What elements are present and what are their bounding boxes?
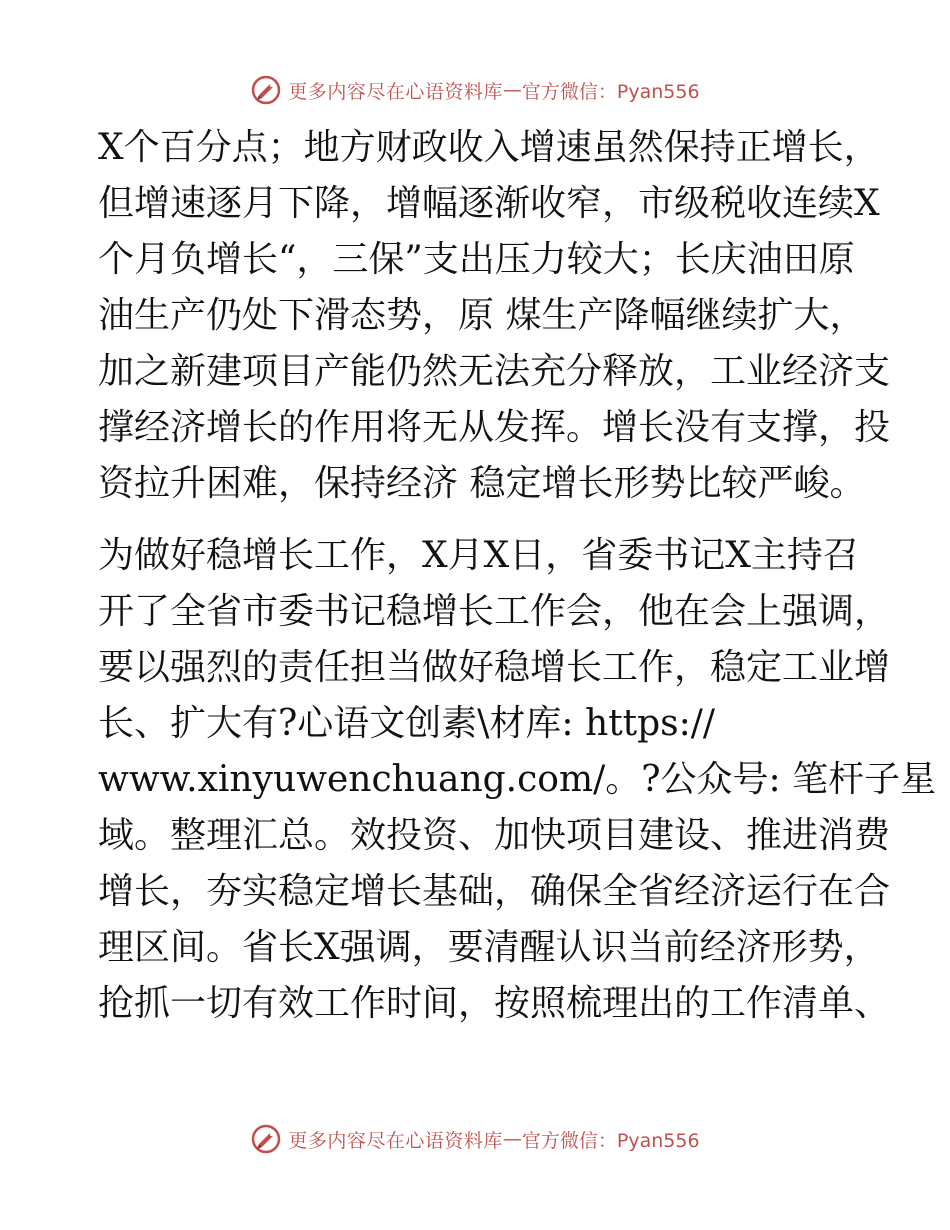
text-line: 加之新建项目产能仍然无法充分释放，工业经济支 xyxy=(98,351,891,392)
text-line: X个百分点；地方财政收入增速虽然保持正增长， xyxy=(98,127,880,168)
text-line: 长、扩大有?心语文创素\材库: https:// xyxy=(98,703,716,744)
text-line: 增长，夯实稳定增长基础，确保全省经济运行在合 xyxy=(98,871,891,912)
document-body xyxy=(98,120,937,1032)
header-banner-contact: 官方微信：Pyan556 xyxy=(521,80,700,103)
paragraph-2 xyxy=(98,528,937,1032)
footer-banner-dash: — xyxy=(502,1128,522,1150)
footer-banner-text: 更多内容尽在心语资料库 xyxy=(288,1129,503,1152)
brand-logo-icon xyxy=(250,1123,282,1155)
header-banner-dash: — xyxy=(502,79,522,101)
text-line: 要以强烈的责任担当做好稳增长工作，稳定工业增 xyxy=(98,647,891,688)
text-line: 但增速逐月下降，增幅逐渐收窄，市级税收连续X xyxy=(98,183,880,224)
text-line: 个月负增长“，三保”支出压力较大；长庆油田原 xyxy=(98,239,855,280)
brand-logo-icon xyxy=(250,74,282,106)
text-line: 开了全省市委书记稳增长工作会，他在会上强调， xyxy=(98,591,891,632)
footer-banner xyxy=(0,1119,950,1159)
text-line: 为做好稳增长工作，X月X日，省委书记X主持召 xyxy=(98,535,859,576)
paragraph-spacer xyxy=(98,512,858,528)
text-line: 油生产仍处下滑态势，原 煤生产降幅继续扩大， xyxy=(98,295,866,336)
header-banner-text: 更多内容尽在心语资料库 xyxy=(288,80,503,103)
paragraph-1 xyxy=(98,120,891,512)
text-line: 资拉升困难，保持经济 稳定增长形势比较严峻。 xyxy=(98,463,866,504)
footer-banner-contact: 官方微信：Pyan556 xyxy=(521,1129,700,1152)
text-line: 抢抓一切有效工作时间，按照梳理出的工作清单、 xyxy=(98,983,891,1024)
text-line: www.xinyuwenchuang.com/。?公众号: 笔杆子星 xyxy=(98,759,937,800)
text-line: 理区间。省长X强调，要清醒认识当前经济形势， xyxy=(98,927,880,968)
text-line: 域。整理汇总。效投资、加快项目建设、推进消费 xyxy=(98,815,891,856)
header-banner xyxy=(0,70,950,110)
text-line: 撑经济增长的作用将无从发挥。增长没有支撑，投 xyxy=(98,407,891,448)
